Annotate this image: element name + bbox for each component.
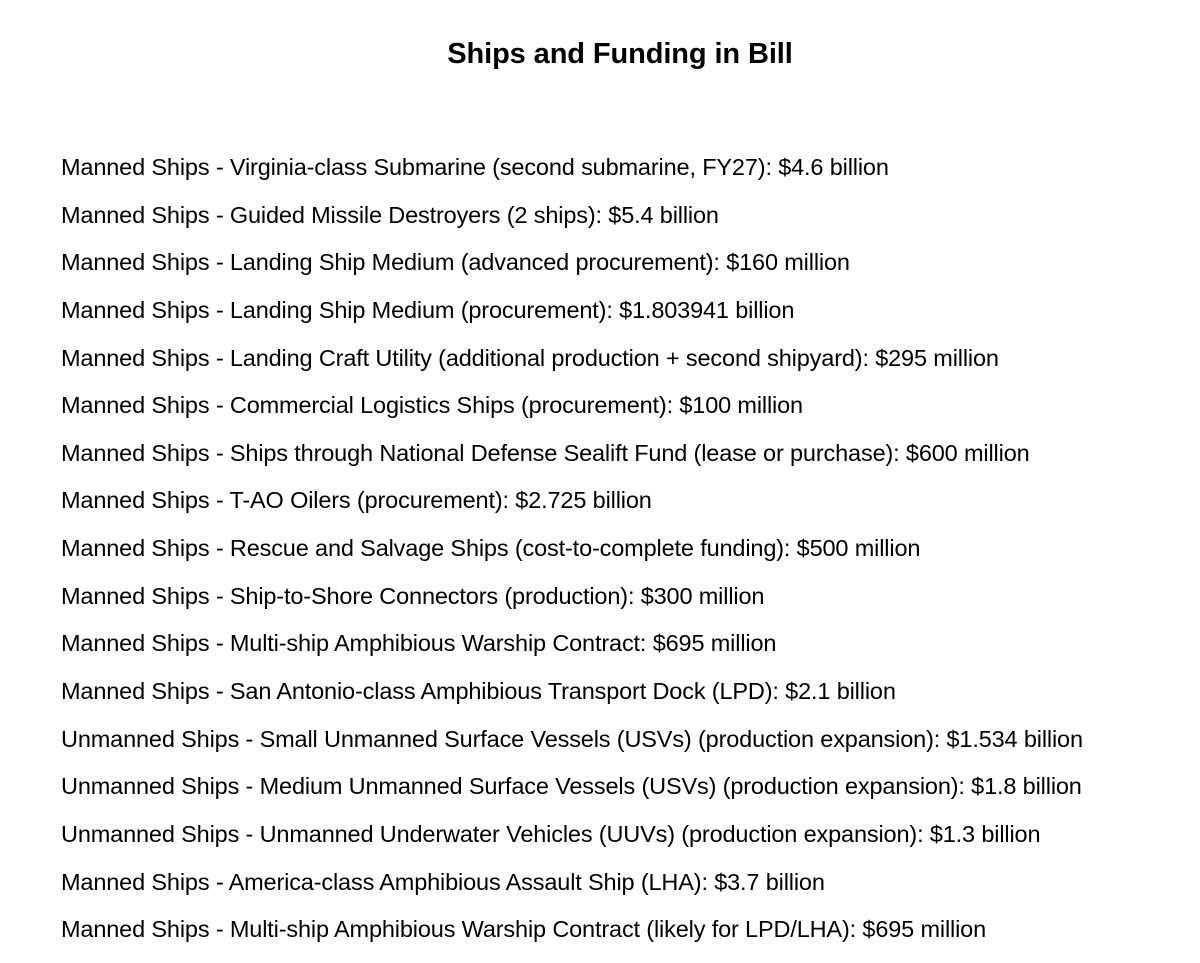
- page-title: Ships and Funding in Bill: [447, 38, 793, 70]
- list-item: Manned Ships - Guided Missile Destroyers (2 ships): $5.4 billion: [61, 201, 719, 228]
- list-item: Manned Ships - Landing Ship Medium (advanced procurement): $160 million: [61, 249, 850, 276]
- list-item: Manned Ships - Commercial Logistics Ships (procurement): $100 million: [61, 392, 803, 419]
- list-item: Manned Ships - Landing Ship Medium (procurement): $1.803941 billion: [61, 296, 795, 323]
- list-item: Manned Ships - Multi-ship Amphibious Warship Contract: $695 million: [61, 630, 777, 657]
- list-item: Manned Ships - Virginia-class Submarine (second submarine, FY27): $4.6 billion: [61, 154, 889, 180]
- list-item: Unmanned Ships - Medium Unmanned Surface Vessels (USVs) (production expansion): $1.8 billion: [61, 773, 1082, 800]
- list-item: Manned Ships - San Antonio-class Amphibious Transport Dock (LPD): $2.1 billion: [61, 678, 896, 705]
- list-item: Manned Ships - Rescue and Salvage Ships (cost-to-complete funding): $500 million: [61, 535, 921, 562]
- list-item: Manned Ships - T-AO Oilers (procurement): $2.725 billion: [61, 487, 652, 514]
- list-item: Manned Ships - Multi-ship Amphibious Warship Contract (likely for LPD/LHA): $695 million: [61, 916, 986, 943]
- list-item: Unmanned Ships - Unmanned Underwater Vehicles (UUVs) (production expansion): $1.3 billion: [61, 820, 1041, 847]
- list-item: Unmanned Ships - Small Unmanned Surface Vessels (USVs) (production expansion): $1.534 billion: [61, 725, 1083, 752]
- list-item: Manned Ships - Ships through National Defense Sealift Fund (lease or purchase): $600 million: [61, 439, 1030, 466]
- list-item: Manned Ships - Ship-to-Shore Connectors (production): $300 million: [61, 582, 765, 609]
- list-item: Manned Ships - America-class Amphibious Assault Ship (LHA): $3.7 billion: [61, 868, 825, 895]
- list-item: Manned Ships - Landing Craft Utility (additional production + second shipyard): $295 million: [61, 344, 999, 371]
- funding-list: [61, 147, 1196, 957]
